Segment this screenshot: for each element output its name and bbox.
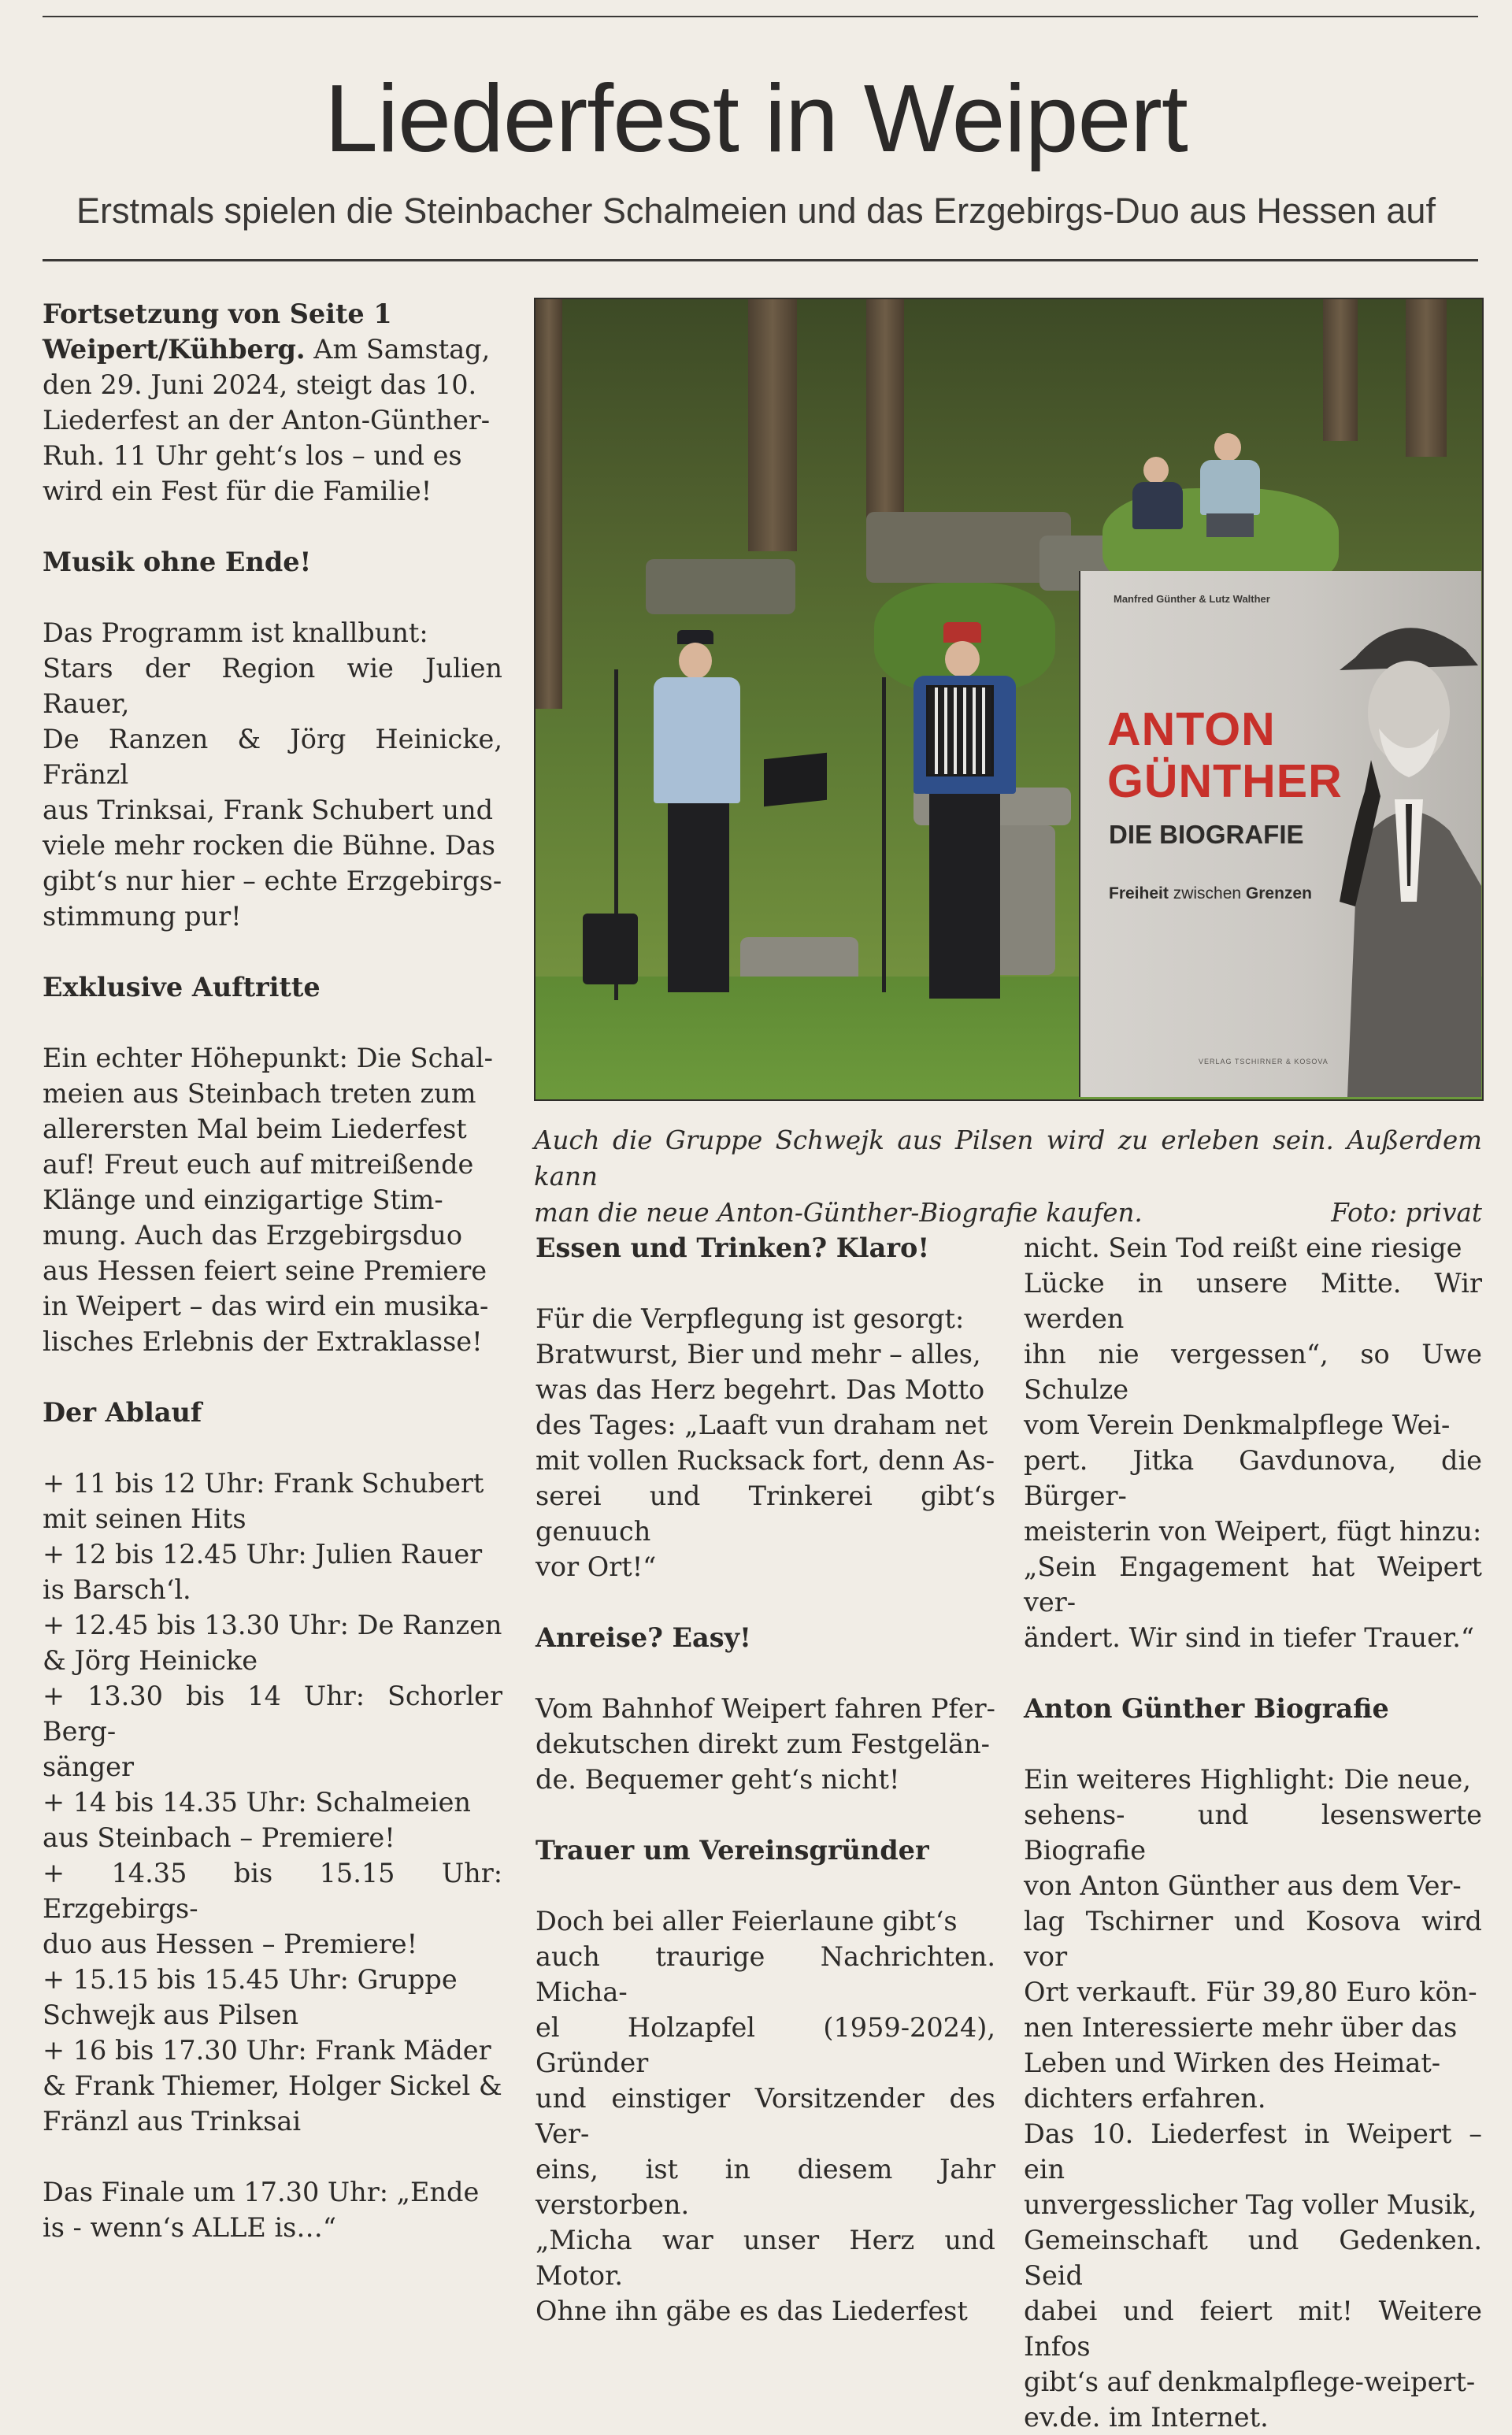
text-line: und einstiger Vorsitzender des Ver- xyxy=(536,2083,995,2149)
text-line: de. Bequemer geht‘s nicht! xyxy=(536,1764,900,1795)
text-line: Ohne ihn gäbe es das Liederfest xyxy=(536,2296,968,2326)
text-line: Stars der Region wie Julien Rauer, xyxy=(43,653,502,719)
title-rule xyxy=(43,259,1478,261)
text-line: Vom Bahnhof Weipert fahren Pfer- xyxy=(536,1693,995,1724)
text-line: unvergesslicher Tag voller Musik, xyxy=(1024,2189,1477,2220)
music-stand xyxy=(764,753,827,806)
text-line: serei und Trinkerei gibt‘s genuuch xyxy=(536,1481,995,1547)
text-line: was das Herz begehrt. Das Motto xyxy=(536,1374,985,1405)
column-1 xyxy=(43,296,502,2245)
text-line: Für die Verpflegung ist gesorgt: xyxy=(536,1303,965,1334)
schedule-line: + 14 bis 14.35 Uhr: Schalmeien xyxy=(43,1787,471,1818)
continued-note: Fortsetzung von Seite 1 xyxy=(43,298,392,329)
schedule-line: + 14.35 bis 15.15 Uhr: Erzgebirgs- xyxy=(43,1858,502,1924)
tree-trunk xyxy=(1406,299,1447,457)
column-3 xyxy=(1024,1230,1482,2435)
text-line: Leben und Wirken des Heimat- xyxy=(1024,2048,1441,2078)
music-paragraph xyxy=(43,615,502,934)
exclusive-paragraph xyxy=(43,1040,502,1359)
schedule-line: & Frank Thiemer, Holger Sickel & xyxy=(43,2070,502,2101)
head xyxy=(945,641,980,677)
travel-paragraph xyxy=(536,1691,995,1797)
shirt xyxy=(1132,482,1183,529)
heading-mourning: Trauer um Vereinsgründer xyxy=(536,1835,929,1866)
schedule-line: Schwejk aus Pilsen xyxy=(43,2000,299,2030)
caption-line: Auch die Gruppe Schwejk aus Pilsen wird zu erleben sein. Außerdem kann xyxy=(534,1125,1482,1192)
text-line: sehens- und lesenswerte Biografie xyxy=(1024,1799,1482,1866)
mourning-paragraph xyxy=(536,1903,995,2329)
text-line: Doch bei aller Feierlaune gibt‘s xyxy=(536,1906,958,1937)
text-line: dabei und feiert mit! Weitere Infos xyxy=(1024,2296,1482,2362)
schedule-line: + 12.45 bis 13.30 Uhr: De Ranzen xyxy=(43,1610,502,1640)
accordion xyxy=(926,685,994,776)
text-line: ändert. Wir sind in tiefer Trauer.“ xyxy=(1024,1622,1475,1653)
head xyxy=(1214,433,1241,461)
schedule-line: & Jörg Heinicke xyxy=(43,1645,258,1676)
text-line: el Holzapfel (1959-2024), Gründer xyxy=(536,2012,995,2078)
text-line: stimmung pur! xyxy=(43,901,242,932)
finale-paragraph xyxy=(43,2174,502,2245)
text-line: Gemeinschaft und Gedenken. Seid xyxy=(1024,2225,1482,2291)
text-line: „Micha war unser Herz und Motor. xyxy=(536,2225,995,2291)
text-line: ev.de. im Internet. xyxy=(1024,2402,1269,2433)
text-line: Am Samstag, xyxy=(313,334,491,365)
text-line: dichters erfahren. xyxy=(1024,2083,1266,2114)
text-line: auch traurige Nachrichten. Micha- xyxy=(536,1941,995,2007)
text-line: pert. Jitka Gavdunova, die Bürger- xyxy=(1024,1445,1482,1511)
text-line: Bratwurst, Bier und mehr – alles, xyxy=(536,1339,981,1369)
spectator-boy xyxy=(1195,433,1266,551)
text-line: aus Trinksai, Frank Schubert und xyxy=(43,795,494,825)
text-line: dekutschen direkt zum Festgelän- xyxy=(536,1729,990,1759)
text-line: mit vollen Rucksack fort, denn As- xyxy=(536,1445,995,1476)
microphone-stand xyxy=(882,677,886,992)
speaker xyxy=(583,914,638,984)
text-line: lag Tschirner und Kosova wird vor xyxy=(1024,1906,1482,1972)
top-rule xyxy=(43,16,1478,17)
shorts xyxy=(1206,513,1254,537)
text-line: vor Ort!“ xyxy=(536,1551,657,1582)
schedule-line: mit seinen Hits xyxy=(43,1503,246,1534)
schedule-line: + 16 bis 17.30 Uhr: Frank Mäder xyxy=(43,2035,491,2066)
text-line: meisterin von Weipert, fügt hinzu: xyxy=(1024,1516,1482,1547)
text-line: Klänge und einzigartige Stim- xyxy=(43,1184,443,1215)
text-line: des Tages: „Laaft vun draham net xyxy=(536,1410,988,1440)
text-line: meien aus Steinbach treten zum xyxy=(43,1078,476,1109)
trousers xyxy=(668,803,729,992)
caption-line: man die neue Anton-Günther-Biografie kaufen. xyxy=(534,1198,1143,1228)
portrait-illustration xyxy=(1324,571,1481,1097)
schedule-list xyxy=(43,1466,502,2139)
text-line: Ruh. 11 Uhr geht‘s los – und es xyxy=(43,440,462,471)
schedule-line: Fränzl aus Trinksai xyxy=(43,2106,302,2137)
text-line: gibt‘s nur hier – echte Erzgebirgs- xyxy=(43,865,502,896)
schedule-line: + 11 bis 12 Uhr: Frank Schubert xyxy=(43,1468,484,1499)
text-line: aus Hessen feiert seine Premiere xyxy=(43,1255,487,1286)
heading-travel: Anreise? Easy! xyxy=(536,1622,751,1653)
trousers xyxy=(929,794,1000,999)
shirt xyxy=(1200,460,1260,515)
text-line: Lücke in unsere Mitte. Wir werden xyxy=(1024,1268,1482,1334)
text-line: vom Verein Denkmalpflege Wei- xyxy=(1024,1410,1451,1440)
book-title-line: ANTON xyxy=(1107,703,1276,755)
schedule-line: + 15.15 bis 15.45 Uhr: Gruppe xyxy=(43,1964,458,1995)
schedule-line: aus Steinbach – Premiere! xyxy=(43,1822,395,1853)
text-line: lisches Erlebnis der Extraklasse! xyxy=(43,1326,483,1357)
text-line: ihn nie vergessen“, so Uwe Schulze xyxy=(1024,1339,1482,1405)
head xyxy=(679,643,712,679)
heading-schedule: Der Ablauf xyxy=(43,1397,202,1428)
text-line: auf! Freut euch auf mitreißende xyxy=(43,1149,474,1180)
text-line: Ein echter Höhepunkt: Die Schal- xyxy=(43,1043,493,1073)
biography-paragraph xyxy=(1024,1762,1482,2116)
book-tagline: Freiheit zwischen Grenzen xyxy=(1109,884,1312,902)
article-title: Liederfest in Weipert xyxy=(324,65,1188,172)
book-subtitle: DIE BIOGRAFIE xyxy=(1109,820,1304,849)
book-title xyxy=(1107,703,1343,807)
text-line: nen Interessierte mehr über das xyxy=(1024,2012,1458,2043)
photo-credit: Foto: privat xyxy=(1331,1198,1482,1228)
accordionist xyxy=(898,622,1032,1000)
head xyxy=(1143,457,1169,484)
text-line: allerersten Mal beim Liederfest xyxy=(43,1114,467,1144)
text-line: den 29. Juni 2024, steigt das 10. xyxy=(43,369,477,400)
tree-trunk xyxy=(748,299,797,551)
text-line: mung. Auch das Erzgebirgsduo xyxy=(43,1220,463,1251)
heading-food: Essen und Trinken? Klaro! xyxy=(536,1232,930,1263)
text-line: gibt‘s auf denkmalpflege-weipert- xyxy=(1024,2366,1476,2397)
text-line: is - wenn‘s ALLE is…“ xyxy=(43,2212,336,2243)
tree-trunk xyxy=(536,299,562,709)
article-subtitle: Erstmals spielen die Steinbacher Schalmeien und das Erzgebirgs-Duo aus Hessen auf xyxy=(76,191,1436,231)
violinist xyxy=(646,630,748,1000)
schedule-line: is Barsch‘l. xyxy=(43,1574,191,1605)
spectator-boy xyxy=(1126,457,1189,551)
photo-caption xyxy=(534,1122,1482,1231)
text-line: nicht. Sein Tod reißt eine riesige xyxy=(1024,1232,1462,1263)
heading-exclusive: Exklusive Auftritte xyxy=(43,972,321,1003)
tree-trunk xyxy=(1323,299,1358,441)
heading-music: Musik ohne Ende! xyxy=(43,547,312,577)
text-line: Ein weiteres Highlight: Die neue, xyxy=(1024,1764,1471,1795)
schedule-line: duo aus Hessen – Premiere! xyxy=(43,1929,418,1959)
text-line xyxy=(43,332,502,367)
text-line: viele mehr rocken die Bühne. Das xyxy=(43,830,495,861)
mourning-continued xyxy=(1024,1230,1482,1655)
text-line: Das Finale um 17.30 Uhr: „Ende xyxy=(43,2177,480,2207)
text-line: wird ein Fest für die Familie! xyxy=(43,476,432,506)
closing-paragraph xyxy=(1024,2116,1482,2435)
schedule-line: + 12 bis 12.45 Uhr: Julien Rauer xyxy=(43,1539,483,1570)
cap xyxy=(943,622,981,643)
text-line: Das 10. Liederfest in Weipert – ein xyxy=(1024,2118,1482,2185)
tree-trunk xyxy=(866,299,904,536)
text-line: in Weipert – das wird ein musika- xyxy=(43,1291,489,1321)
book-authors: Manfred Günther & Lutz Walther xyxy=(1114,593,1270,605)
intro-paragraph xyxy=(43,332,502,509)
text-line: eins, ist in diesem Jahr verstorben. xyxy=(536,2154,995,2220)
text-line: De Ranzen & Jörg Heinicke, Fränzl xyxy=(43,724,502,790)
book-publisher: VERLAG TSCHIRNER & KOSOVA xyxy=(1199,1058,1329,1066)
text-line: von Anton Günther aus dem Ver- xyxy=(1024,1870,1462,1901)
dateline: Weipert/Kühberg. xyxy=(43,334,306,365)
text-line: Ort verkauft. Für 39,80 Euro kön- xyxy=(1024,1977,1477,2007)
rock xyxy=(646,559,795,614)
heading-biography: Anton Günther Biografie xyxy=(1024,1693,1389,1724)
schedule-line: sänger xyxy=(43,1751,135,1782)
book-title-line: GÜNTHER xyxy=(1107,755,1343,807)
book-cover xyxy=(1079,571,1481,1097)
text-line: Das Programm ist knallbunt: xyxy=(43,617,428,648)
schedule-line: + 13.30 bis 14 Uhr: Schorler Berg- xyxy=(43,1681,502,1747)
food-paragraph xyxy=(536,1301,995,1584)
text-line: „Sein Engagement hat Weipert ver- xyxy=(1024,1551,1482,1618)
column-2 xyxy=(536,1230,995,2329)
shirt xyxy=(654,677,740,803)
text-line: Liederfest an der Anton-Günther- xyxy=(43,405,491,435)
